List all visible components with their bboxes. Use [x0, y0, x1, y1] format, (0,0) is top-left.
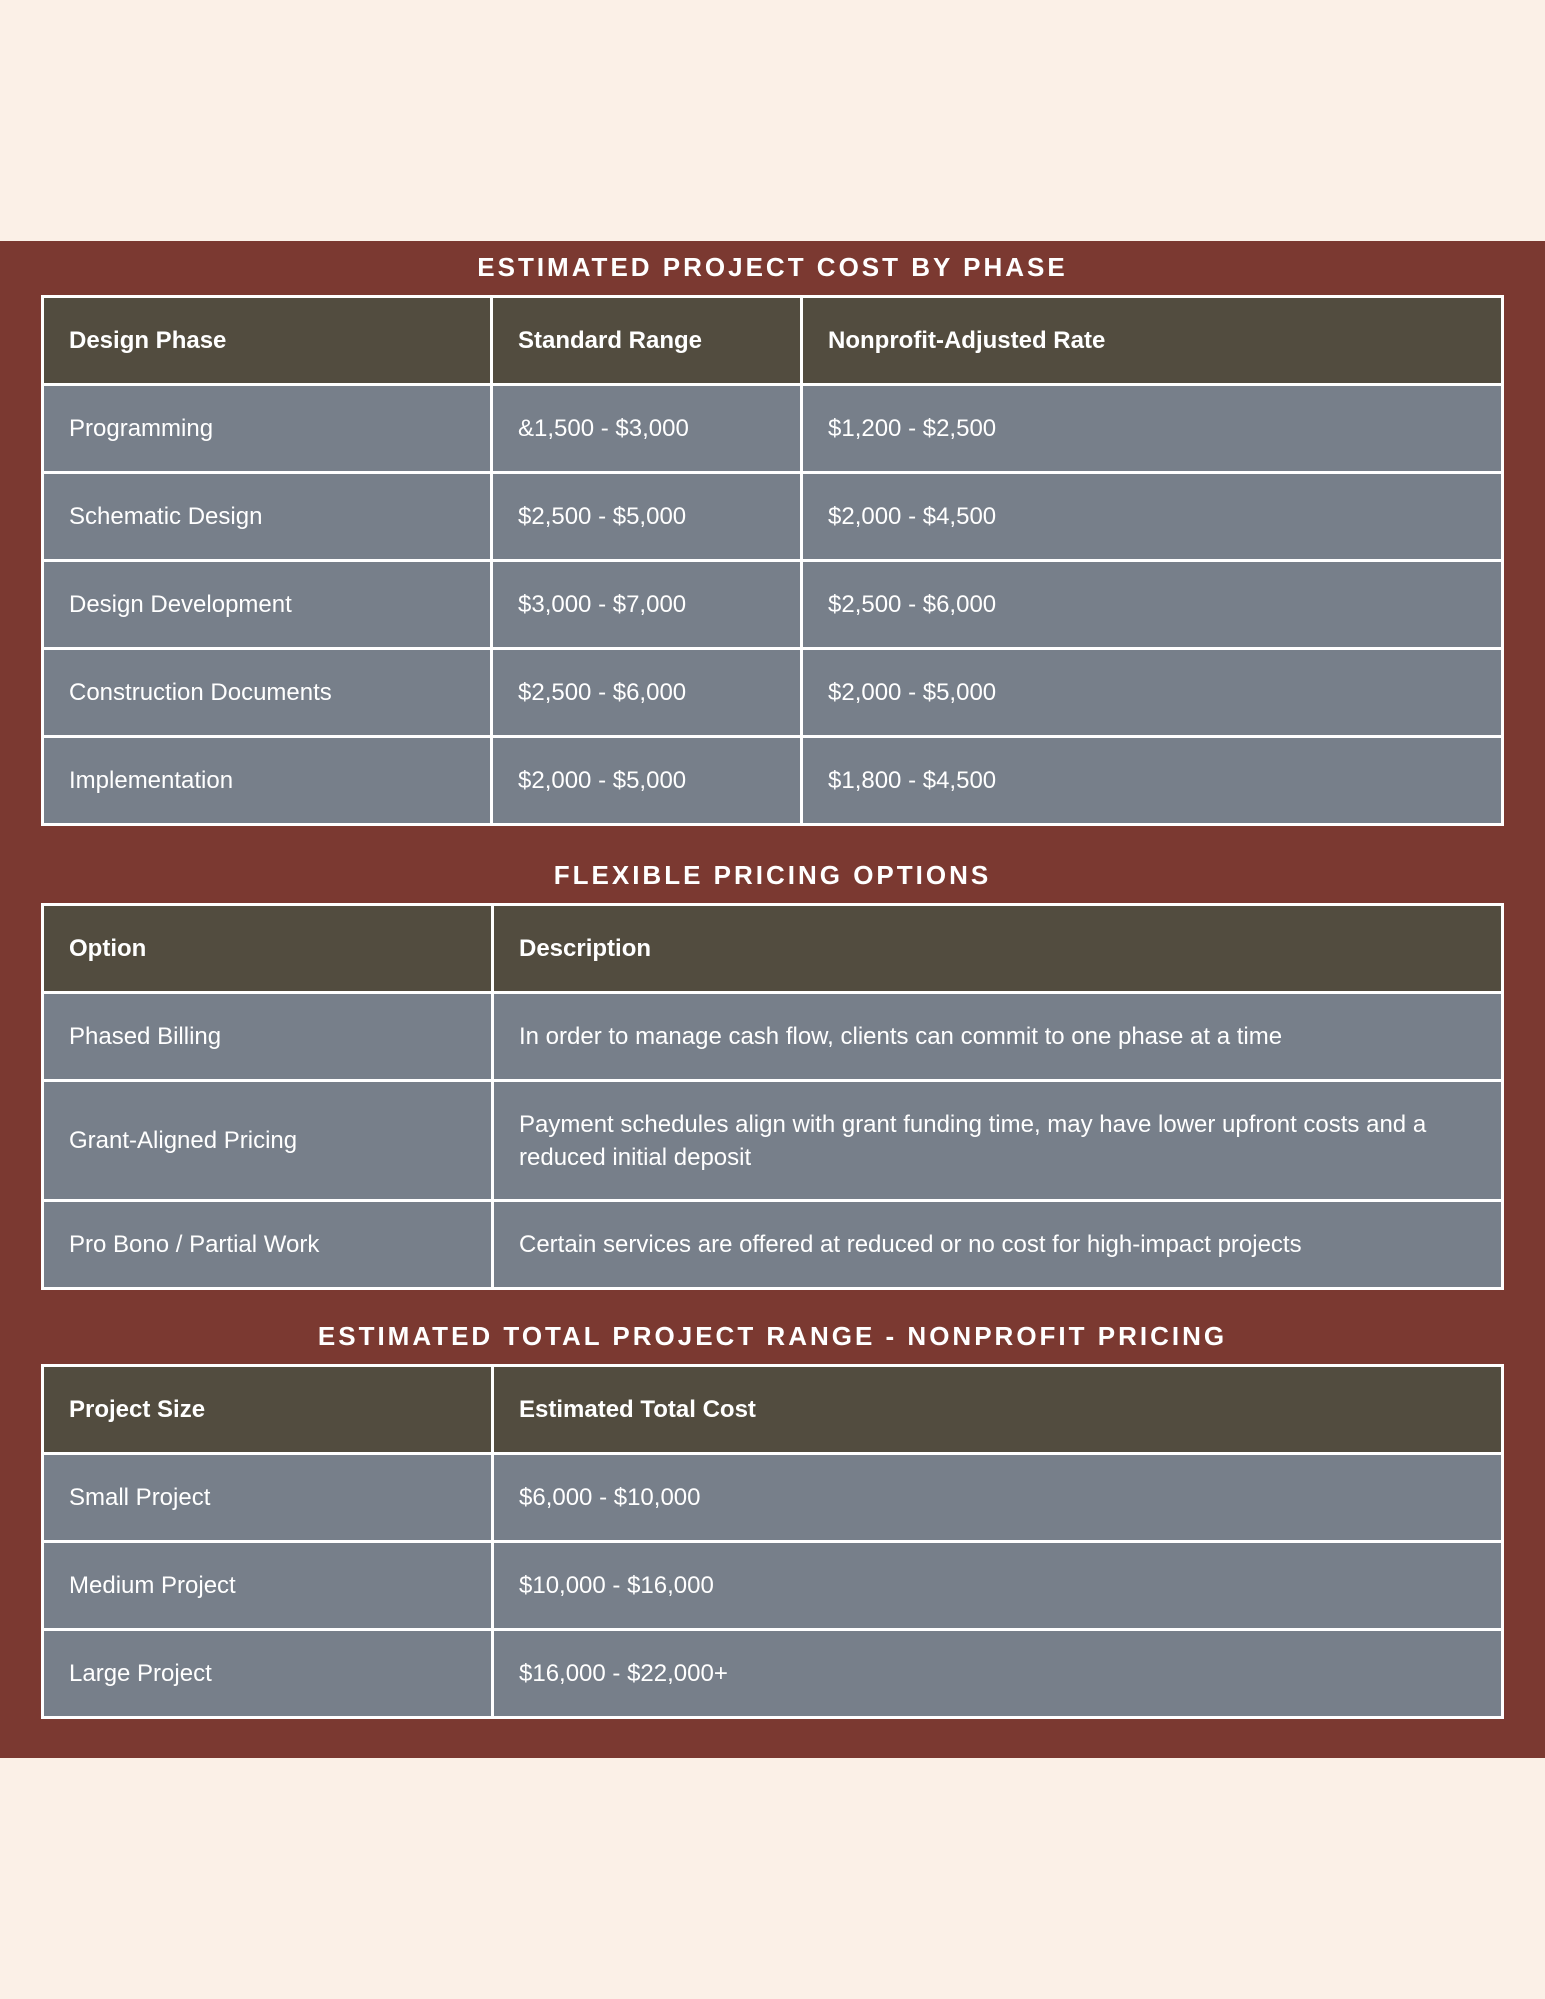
total-range-table [41, 1364, 1504, 1719]
table-row [43, 385, 1503, 473]
nonprofit-rate: $1,800 - $4,500 [802, 737, 1503, 825]
phase-cost-title: ESTIMATED PROJECT COST BY PHASE [477, 252, 1068, 282]
table-header-row [43, 297, 1503, 385]
table-row [43, 1630, 1503, 1718]
standard-range: &1,500 - $3,000 [492, 385, 802, 473]
estimated-total: $10,000 - $16,000 [493, 1542, 1503, 1630]
standard-range: $2,000 - $5,000 [492, 737, 802, 825]
option-name: Phased Billing [43, 993, 493, 1081]
table-row [43, 1454, 1503, 1542]
option-description: Certain services are offered at reduced or no cost for high-impact projects [493, 1201, 1503, 1289]
table-row [43, 993, 1503, 1081]
estimated-total: $16,000 - $22,000+ [493, 1630, 1503, 1718]
table-row [43, 737, 1503, 825]
column-header-estimated-total: Estimated Total Cost [493, 1366, 1503, 1454]
project-size: Medium Project [43, 1542, 493, 1630]
nonprofit-rate: $1,200 - $2,500 [802, 385, 1503, 473]
column-header-nonprofit-rate: Nonprofit-Adjusted Rate [802, 297, 1503, 385]
phase-cost-table [41, 295, 1504, 826]
option-name: Grant-Aligned Pricing [43, 1081, 493, 1201]
nonprofit-rate: $2,500 - $6,000 [802, 561, 1503, 649]
nonprofit-rate: $2,000 - $5,000 [802, 649, 1503, 737]
total-range-title: ESTIMATED TOTAL PROJECT RANGE - NONPROFIT PRICING [317, 1321, 1228, 1351]
project-size: Small Project [43, 1454, 493, 1542]
table-row [43, 1201, 1503, 1289]
table-row [43, 1081, 1503, 1201]
table-header-row [43, 905, 1503, 993]
standard-range: $2,500 - $5,000 [492, 473, 802, 561]
column-header-design-phase: Design Phase [43, 297, 492, 385]
column-header-description: Description [493, 905, 1503, 993]
phase-name: Schematic Design [43, 473, 492, 561]
table-row [43, 649, 1503, 737]
table-row [43, 561, 1503, 649]
table-header-row [43, 1366, 1503, 1454]
option-description: In order to manage cash flow, clients can commit to one phase at a time [493, 993, 1503, 1081]
option-name: Pro Bono / Partial Work [43, 1201, 493, 1289]
standard-range: $3,000 - $7,000 [492, 561, 802, 649]
nonprofit-rate: $2,000 - $4,500 [802, 473, 1503, 561]
table-row [43, 1542, 1503, 1630]
phase-name: Design Development [43, 561, 492, 649]
column-header-option: Option [43, 905, 493, 993]
phase-name: Programming [43, 385, 492, 473]
flexible-pricing-table [41, 903, 1504, 1290]
flexible-pricing-title: FLEXIBLE PRICING OPTIONS [553, 860, 992, 890]
pricing-panel [0, 241, 1545, 1758]
project-size: Large Project [43, 1630, 493, 1718]
estimated-total: $6,000 - $10,000 [493, 1454, 1503, 1542]
phase-name: Construction Documents [43, 649, 492, 737]
column-header-standard-range: Standard Range [492, 297, 802, 385]
column-header-project-size: Project Size [43, 1366, 493, 1454]
option-description: Payment schedules align with grant funding time, may have lower upfront costs and a reduced initial deposit [493, 1081, 1503, 1201]
phase-name: Implementation [43, 737, 492, 825]
standard-range: $2,500 - $6,000 [492, 649, 802, 737]
table-row [43, 473, 1503, 561]
